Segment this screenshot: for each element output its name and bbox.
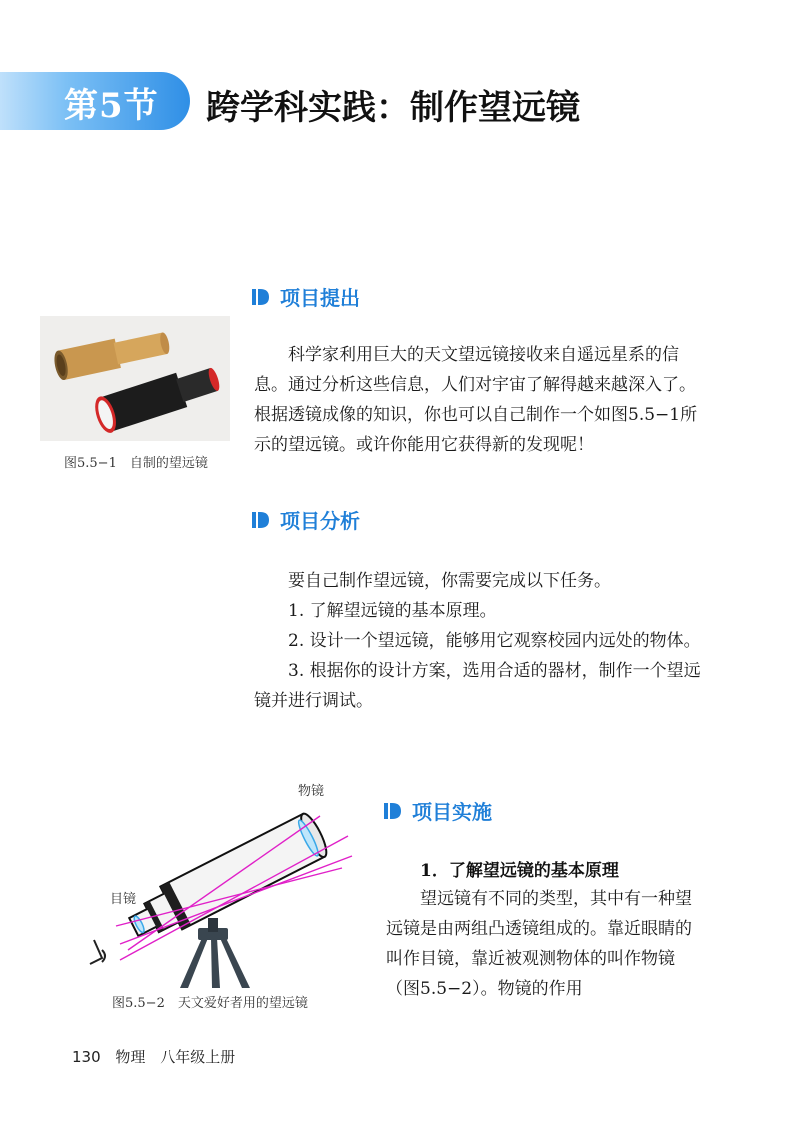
label-objective-lens: 物镜: [298, 784, 325, 799]
section-marker-icon: [252, 510, 270, 530]
section-number: 第5节: [64, 86, 159, 126]
implementation-paragraph: 望远镜有不同的类型，其中有一种望远镜是由两组凸透镜组成的。靠近眼睛的叫作目镜，靠近被观测物体的叫作物镜（图5.5−2）。物镜的作用: [386, 889, 692, 999]
section-heading-implementation: [384, 796, 492, 825]
figure-caption-5-5-2: 图5.5−2 天文爱好者用的望远镜: [112, 996, 308, 1011]
footer-subject: 物理: [115, 1048, 146, 1066]
page-title: 跨学科实践：制作望远镜: [206, 88, 580, 128]
analysis-task-3: 3. 根据你的设计方案，选用合适的器材，制作一个望远镜并进行调试。: [254, 661, 701, 711]
section-heading-proposal: [252, 282, 360, 311]
section-heading-label: 项目提出: [280, 286, 360, 310]
analysis-intro: 要自己制作望远镜，你需要完成以下任务。: [288, 571, 611, 591]
analysis-task-2: 2. 设计一个望远镜，能够用它观察校园内远处的物体。: [288, 631, 701, 651]
figure-caption-5-5-1: 图5.5−1 自制的望远镜: [64, 456, 208, 471]
section-heading-label: 项目实施: [412, 800, 492, 824]
footer-grade: 八年级上册: [160, 1048, 236, 1066]
subsection-heading: 1．了解望远镜的基本原理: [420, 861, 619, 881]
section-heading-label: 项目分析: [280, 509, 360, 533]
telescope-diagram: [80, 778, 370, 988]
page-footer: [72, 1046, 245, 1067]
proposal-paragraph: 科学家利用巨大的天文望远镜接收来自遥远星系的信息。通过分析这些信息，人们对宇宙了解得越来越深入了。根据透镜成像的知识，你也可以自己制作一个如图5.5−1所示的望远镜。或许你能用它获得新的发现呢！: [254, 345, 698, 455]
tripod: [180, 918, 250, 988]
section-marker-icon: [252, 287, 270, 307]
page-number: 130: [72, 1048, 101, 1066]
homemade-telescope-photo: [40, 316, 230, 441]
label-eyepiece: 目镜: [110, 892, 137, 907]
section-heading-analysis: [252, 505, 360, 534]
section-marker-icon: [384, 801, 402, 821]
eye-icon: [90, 940, 105, 964]
analysis-body: [254, 566, 702, 716]
analysis-task-1: 1. 了解望远镜的基本原理。: [288, 601, 497, 621]
